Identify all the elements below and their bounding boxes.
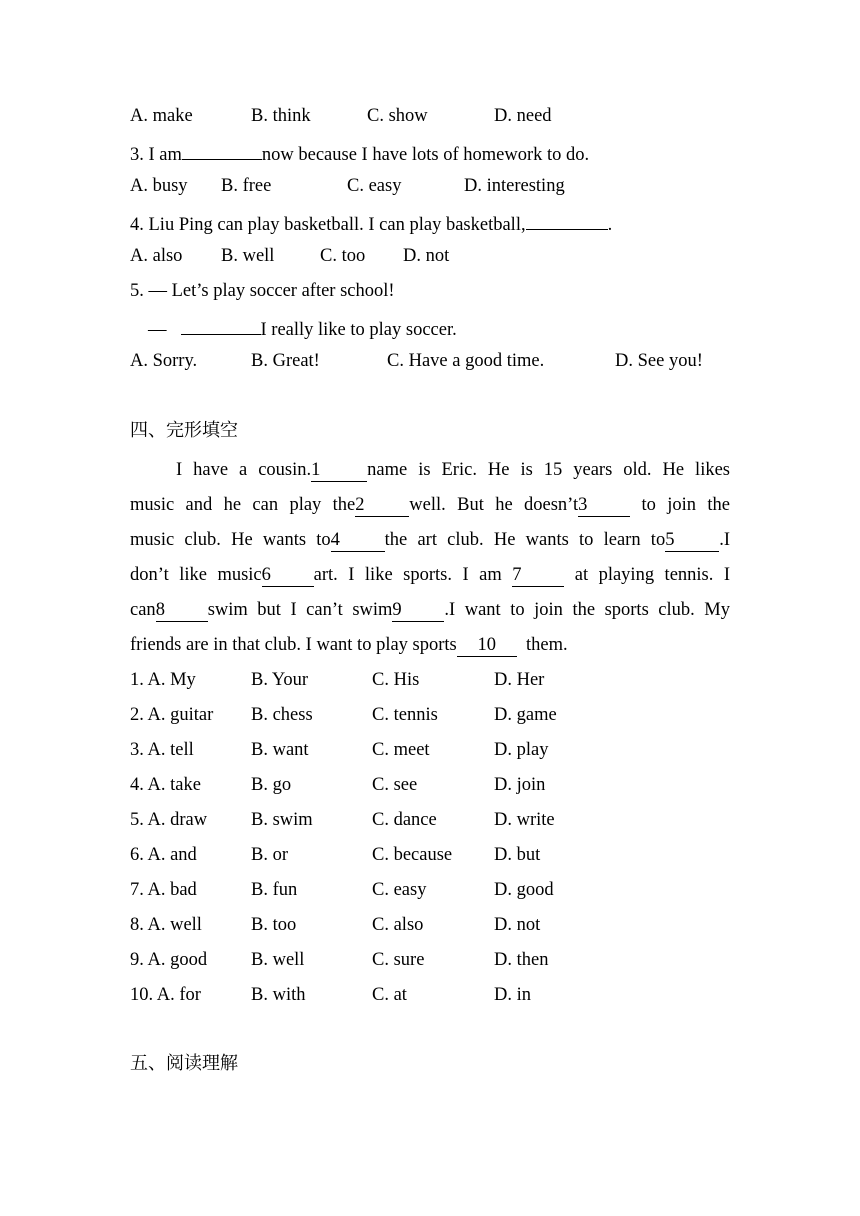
choice-a: 9. A. good [130,950,208,970]
blank-7: 7 [512,565,564,587]
choice-a: 7. A. bad [130,880,197,900]
choice-b: B. swim [251,810,313,830]
choice-b: B. want [251,740,309,760]
choice-a: 8. A. well [130,915,202,935]
blank-1: 1 [311,460,367,482]
choice-d: D. Her [494,670,545,690]
passage-text: music and he can play the [130,495,356,515]
choice-c: C. also [372,915,424,935]
q5-option-a: A. Sorry. [130,351,198,371]
choice-d: D. write [494,810,555,830]
blank-3: 3 [578,495,630,517]
question-3 [130,138,589,164]
choice-d: D. join [494,775,546,795]
q3-blank [182,138,262,160]
choice-d: D. then [494,950,549,970]
choice-c: C. meet [372,740,430,760]
passage-text: to join the [641,495,730,515]
choice-c: C. sure [372,950,425,970]
blank-4: 4 [331,530,385,552]
choice-d: D. play [494,740,549,760]
q3-option-b: B. free [221,176,272,196]
q4-option-a: A. also [130,246,183,266]
choice-a: 4. A. take [130,775,201,795]
choice-c: C. His [372,670,420,690]
passage-text: them. [526,635,568,655]
q3-text-after: now because I have lots of homework to do. [261,145,590,165]
passage-text: the art club. He wants to learn to [384,530,666,550]
choice-b: B. go [251,775,292,795]
choice-d: D. good [494,880,554,900]
passage-text: well. But he doesn’t [409,495,579,515]
passage-line-1 [176,457,730,483]
choice-b: B. chess [251,705,313,725]
blank-10: 10 [457,635,517,657]
passage-line-4 [130,562,730,588]
choice-c: C. see [372,775,418,795]
q5-text-after: I really like to play soccer. [260,320,457,340]
blank-2: 2 [355,495,409,517]
question-4 [130,208,612,234]
passage-text: swim but I can’t swim [207,600,393,620]
q2-option-b: B. think [251,106,311,126]
passage-line-2 [130,492,730,518]
choice-c: C. easy [372,880,427,900]
section-4-heading: 四、完形填空 [130,420,238,441]
choice-c: C. because [372,845,453,865]
passage-line-5 [130,597,730,623]
q5-dash: — [148,320,167,340]
passage-text: art. I like sports. I am [313,565,502,585]
choice-b: B. Your [251,670,309,690]
passage-text: don’t like music [130,565,262,585]
passage-line-3 [130,527,730,553]
choice-a: 5. A. draw [130,810,208,830]
q4-blank [526,208,608,230]
q5-option-c: C. Have a good time. [387,351,545,371]
passage-text: can [130,600,156,620]
q4-text-after: . [607,215,613,235]
passage-text: name is Eric. He is 15 years old. He likes [367,460,730,480]
q2-option-d: D. need [494,106,552,126]
question-5-line1: 5. — Let’s play soccer after school! [130,281,395,301]
choice-b: B. too [251,915,297,935]
blank-8: 8 [156,600,208,622]
choice-b: B. fun [251,880,298,900]
choice-a: 3. A. tell [130,740,194,760]
passage-text: music club. He wants to [130,530,331,550]
passage-text: .I [719,530,730,550]
choice-a: 2. A. guitar [130,705,214,725]
choice-b: B. well [251,950,305,970]
choice-d: D. in [494,985,531,1005]
question-5-line2 [148,313,457,339]
q4-text-before: 4. Liu Ping can play basketball. I can play basketball, [130,215,526,235]
choice-b: B. or [251,845,288,865]
q4-option-d: D. not [403,246,450,266]
choice-c: C. dance [372,810,437,830]
passage-text: I have a cousin. [176,460,312,480]
q4-option-b: B. well [221,246,275,266]
section-5-heading: 五、阅读理解 [130,1053,238,1074]
q2-option-c: C. show [367,106,428,126]
choice-a: 6. A. and [130,845,197,865]
choice-c: C. at [372,985,407,1005]
passage-line-6 [130,632,568,658]
blank-6: 6 [262,565,314,587]
blank-5: 5 [665,530,719,552]
q3-option-d: D. interesting [464,176,565,196]
passage-text: .I want to join the sports club. My [444,600,730,620]
choice-b: B. with [251,985,306,1005]
choice-a: 10. A. for [130,985,201,1005]
blank-9: 9 [392,600,444,622]
q5-option-b: B. Great! [251,351,320,371]
q2-option-a: A. make [130,106,193,126]
q4-option-c: C. too [320,246,366,266]
choice-d: D. not [494,915,541,935]
q3-option-c: C. easy [347,176,402,196]
q5-option-d: D. See you! [615,351,703,371]
q5-blank [181,313,261,335]
choice-d: D. game [494,705,557,725]
choice-a: 1. A. My [130,670,196,690]
passage-text: at playing tennis. I [574,565,731,585]
q3-text-before: 3. I am [130,145,182,165]
q3-option-a: A. busy [130,176,188,196]
choice-d: D. but [494,845,541,865]
passage-text: friends are in that club. I want to play sports [130,635,457,655]
choice-c: C. tennis [372,705,438,725]
